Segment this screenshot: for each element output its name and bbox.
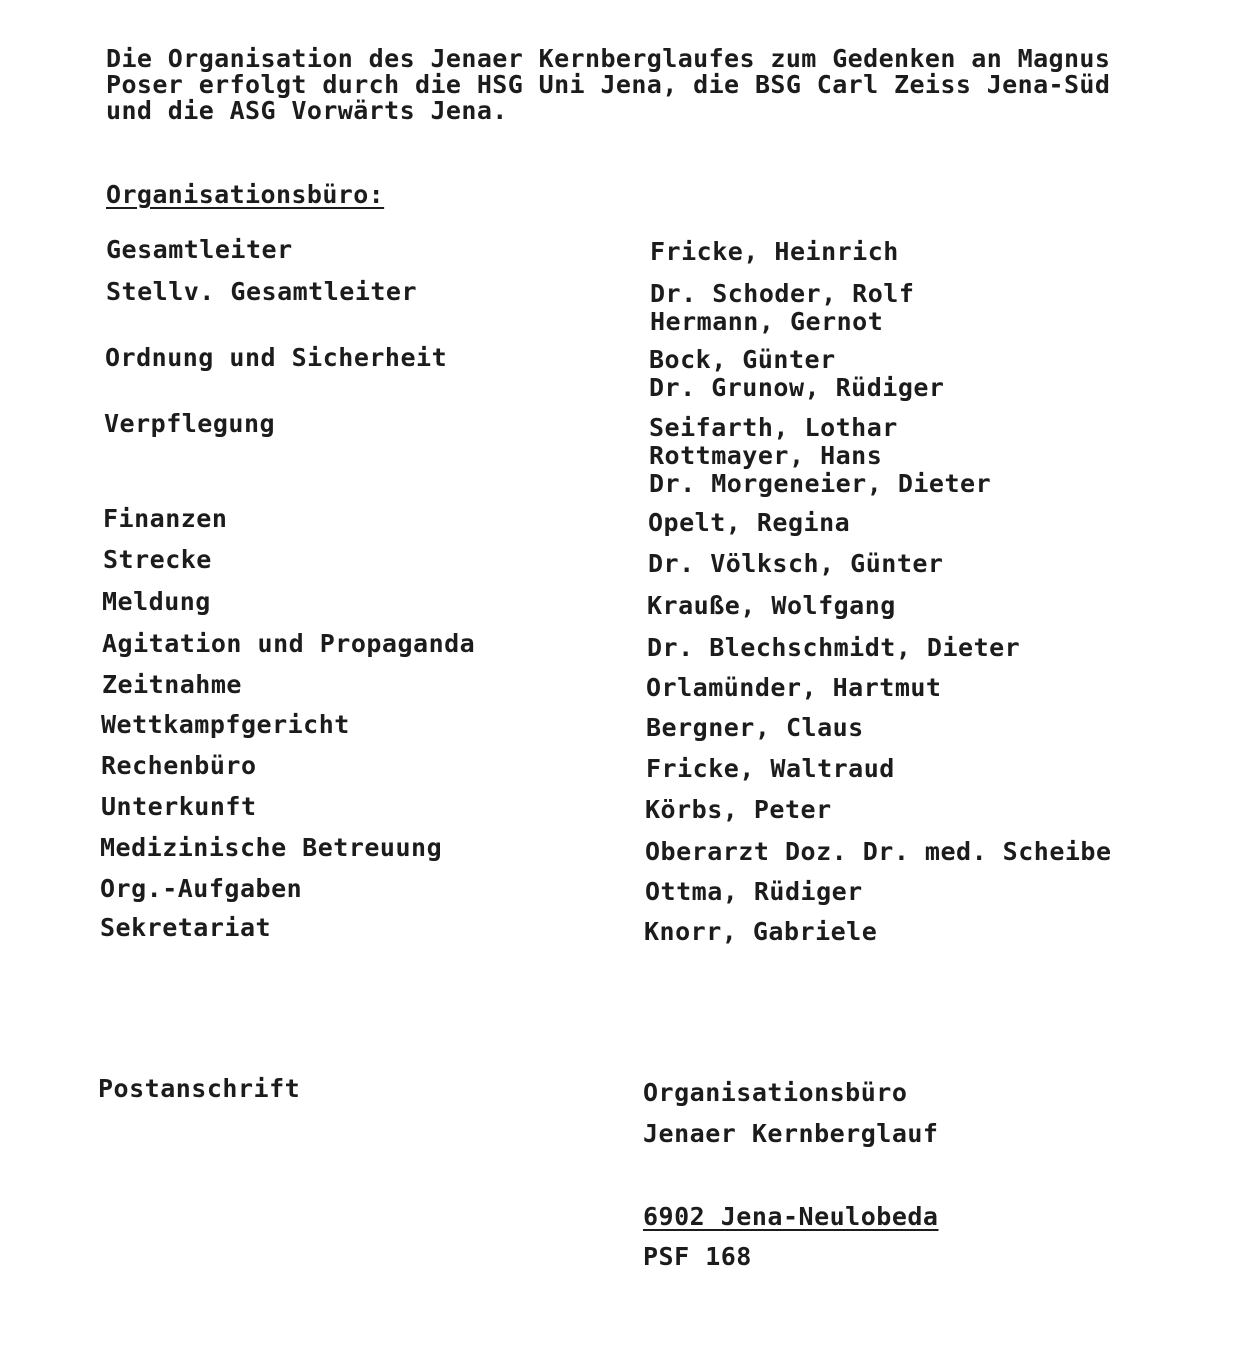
role-label: Org.-Aufgaben — [100, 874, 303, 903]
person-name: Opelt, Regina — [648, 508, 851, 537]
role-names — [645, 878, 863, 906]
person-name: Dr. Blechschmidt, Dieter — [647, 633, 1021, 662]
role-names — [647, 592, 896, 620]
role-label: Zeitnahme — [102, 670, 242, 699]
section-heading: Organisationsbüro: — [106, 180, 385, 209]
role-label: Meldung — [102, 587, 211, 616]
role-names — [646, 755, 895, 783]
role-label: Gesamtleiter — [106, 235, 293, 264]
role-names — [646, 674, 941, 702]
role-label: Medizinische Betreuung — [100, 833, 443, 862]
person-name: Bergner, Claus — [646, 713, 864, 742]
role-label: Unterkunft — [101, 792, 257, 821]
person-name: Fricke, Waltraud — [646, 754, 895, 783]
role-label: Ordnung und Sicherheit — [105, 343, 448, 372]
intro-line: Poser erfolgt durch die HSG Uni Jena, die BSG Carl Zeiss Jena-Süd — [106, 70, 1111, 99]
person-name: Fricke, Heinrich — [650, 237, 899, 266]
intro-line: und die ASG Vorwärts Jena. — [106, 96, 508, 125]
person-name: Rottmayer, Hans — [649, 441, 883, 470]
person-name: Seifarth, Lothar — [649, 413, 898, 442]
person-name: Dr. Grunow, Rüdiger — [649, 373, 945, 402]
postal-city: 6902 Jena-Neulobeda — [643, 1202, 939, 1231]
role-label: Wettkampfgericht — [101, 710, 350, 739]
role-names — [645, 796, 832, 824]
person-name: Körbs, Peter — [645, 795, 832, 824]
role-names — [648, 509, 850, 537]
intro-line: Die Organisation des Jenaer Kernberglaufes zum Gedenken an Magnus — [106, 44, 1111, 73]
person-name: Orlamünder, Hartmut — [646, 673, 942, 702]
person-name: Hermann, Gernot — [650, 307, 884, 336]
role-label: Stellv. Gesamtleiter — [106, 277, 418, 306]
person-name: Dr. Morgeneier, Dieter — [649, 469, 992, 498]
role-names — [646, 714, 864, 742]
person-name: Dr. Völksch, Günter — [648, 549, 944, 578]
role-label: Finanzen — [103, 504, 228, 533]
intro-paragraph — [106, 46, 1196, 124]
role-names — [649, 346, 944, 402]
person-name: Krauße, Wolfgang — [647, 591, 896, 620]
role-label: Sekretariat — [100, 913, 272, 942]
postal-event: Jenaer Kernberglauf — [643, 1119, 939, 1148]
role-label: Agitation und Propaganda — [102, 629, 476, 658]
role-names — [650, 280, 914, 336]
role-label: Verpflegung — [104, 409, 276, 438]
role-label: Rechenbüro — [101, 751, 257, 780]
postal-label: Postanschrift — [98, 1074, 301, 1103]
person-name: Dr. Schoder, Rolf — [650, 279, 915, 308]
person-name: Ottma, Rüdiger — [645, 877, 863, 906]
role-names — [647, 634, 1020, 662]
role-label: Strecke — [103, 545, 212, 574]
role-names — [645, 838, 1112, 866]
role-names — [650, 238, 899, 266]
postal-office: Organisationsbüro — [643, 1078, 908, 1107]
person-name: Bock, Günter — [649, 345, 836, 374]
role-names — [648, 550, 943, 578]
postal-box: PSF 168 — [643, 1242, 752, 1271]
person-name: Knorr, Gabriele — [644, 917, 878, 946]
role-names — [649, 414, 991, 498]
role-names — [644, 918, 877, 946]
person-name: Oberarzt Doz. Dr. med. Scheibe — [645, 837, 1112, 866]
